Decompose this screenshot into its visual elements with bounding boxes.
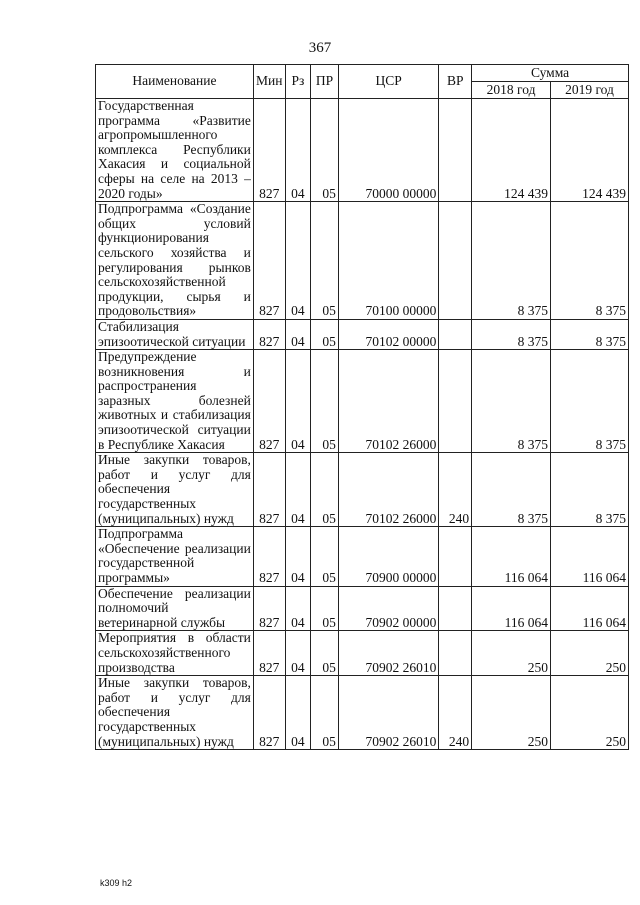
page-number: 367 [308, 40, 332, 56]
row-sum-2019: 8 375 [551, 350, 629, 453]
row-pr: 05 [311, 586, 339, 631]
row-sum-2019: 8 375 [551, 319, 629, 349]
header-csr: ЦСР [338, 65, 438, 99]
row-sum-2019: 124 439 [551, 99, 629, 202]
row-vr [439, 99, 472, 202]
row-name: Предупреждение возникновения и распространения заразных болезней животных и стабилизация эпизоотической ситуации в Республике Хакасия [96, 350, 254, 453]
table-row [96, 631, 629, 676]
row-min: 827 [253, 202, 285, 320]
header-pr: ПР [311, 65, 339, 99]
row-rz: 04 [285, 586, 311, 631]
row-name: Подпрограмма «Обеспечение реализации государственной программы» [96, 527, 254, 586]
row-csr: 70902 26010 [338, 676, 438, 750]
row-rz: 04 [285, 527, 311, 586]
header-min: Мин [253, 65, 285, 99]
row-sum-2019: 250 [551, 676, 629, 750]
row-sum-2018: 250 [472, 676, 551, 750]
row-name: Государственная программа «Развитие агропромышленного комплекса Республики Хакасия и социальной сферы на селе на 2013 – 2020 годы» [96, 99, 254, 202]
row-sum-2018: 124 439 [472, 99, 551, 202]
row-sum-2018: 250 [472, 631, 551, 676]
table-row [96, 586, 629, 631]
row-sum-2018: 116 064 [472, 527, 551, 586]
row-sum-2019: 116 064 [551, 586, 629, 631]
footer-code: k309 h2 [100, 878, 133, 888]
table-header [96, 65, 629, 99]
row-vr: 240 [439, 453, 472, 527]
table-row [96, 350, 629, 453]
row-rz: 04 [285, 99, 311, 202]
row-csr: 70902 26010 [338, 631, 438, 676]
row-name: Стабилизация эпизоотической ситуации [96, 319, 254, 349]
table-row [96, 453, 629, 527]
row-sum-2019: 250 [551, 631, 629, 676]
row-sum-2018: 116 064 [472, 586, 551, 631]
row-name: Мероприятия в области сельскохозяйственного производства [96, 631, 254, 676]
header-vr: ВР [439, 65, 472, 99]
row-vr [439, 527, 472, 586]
budget-table [95, 64, 629, 750]
row-pr: 05 [311, 99, 339, 202]
row-pr: 05 [311, 631, 339, 676]
row-pr: 05 [311, 676, 339, 750]
row-sum-2018: 8 375 [472, 350, 551, 453]
table-row [96, 99, 629, 202]
row-min: 827 [253, 631, 285, 676]
table-row [96, 319, 629, 349]
row-vr [439, 319, 472, 349]
row-min: 827 [253, 99, 285, 202]
row-min: 827 [253, 453, 285, 527]
row-rz: 04 [285, 319, 311, 349]
row-rz: 04 [285, 676, 311, 750]
row-csr: 70100 00000 [338, 202, 438, 320]
row-sum-2019: 116 064 [551, 527, 629, 586]
row-name: Подпрограмма «Создание общих условий функционирования сельского хозяйства и регулирования рынков сельскохозяйственной продукции, сырья и продовольствия» [96, 202, 254, 320]
row-vr [439, 586, 472, 631]
row-pr: 05 [311, 350, 339, 453]
row-csr: 70102 00000 [338, 319, 438, 349]
header-year-2019: 2019 год [551, 82, 629, 99]
row-name: Иные закупки товаров, работ и услуг для обеспечения государственных (муниципальных) нужд [96, 453, 254, 527]
row-sum-2018: 8 375 [472, 453, 551, 527]
row-rz: 04 [285, 350, 311, 453]
row-pr: 05 [311, 453, 339, 527]
header-year-2018: 2018 год [472, 82, 551, 99]
row-csr: 70102 26000 [338, 350, 438, 453]
row-rz: 04 [285, 453, 311, 527]
row-csr: 70902 00000 [338, 586, 438, 631]
row-vr [439, 631, 472, 676]
header-sum: Сумма [472, 65, 629, 82]
row-vr [439, 202, 472, 320]
row-pr: 05 [311, 527, 339, 586]
row-pr: 05 [311, 319, 339, 349]
row-csr: 70000 00000 [338, 99, 438, 202]
row-min: 827 [253, 586, 285, 631]
header-rz: Рз [285, 65, 311, 99]
row-name: Обеспечение реализации полномочий ветеринарной службы [96, 586, 254, 631]
row-min: 827 [253, 319, 285, 349]
row-name: Иные закупки товаров, работ и услуг для обеспечения государственных (муниципальных) нужд [96, 676, 254, 750]
row-sum-2019: 8 375 [551, 202, 629, 320]
row-vr [439, 350, 472, 453]
row-sum-2019: 8 375 [551, 453, 629, 527]
row-pr: 05 [311, 202, 339, 320]
row-min: 827 [253, 676, 285, 750]
row-csr: 70900 00000 [338, 527, 438, 586]
row-rz: 04 [285, 202, 311, 320]
header-name: Наименование [96, 65, 254, 99]
row-min: 827 [253, 350, 285, 453]
row-csr: 70102 26000 [338, 453, 438, 527]
row-rz: 04 [285, 631, 311, 676]
row-sum-2018: 8 375 [472, 202, 551, 320]
table-row [96, 527, 629, 586]
row-vr: 240 [439, 676, 472, 750]
row-min: 827 [253, 527, 285, 586]
table-row [96, 202, 629, 320]
row-sum-2018: 8 375 [472, 319, 551, 349]
table-body [96, 99, 629, 750]
table-row [96, 676, 629, 750]
